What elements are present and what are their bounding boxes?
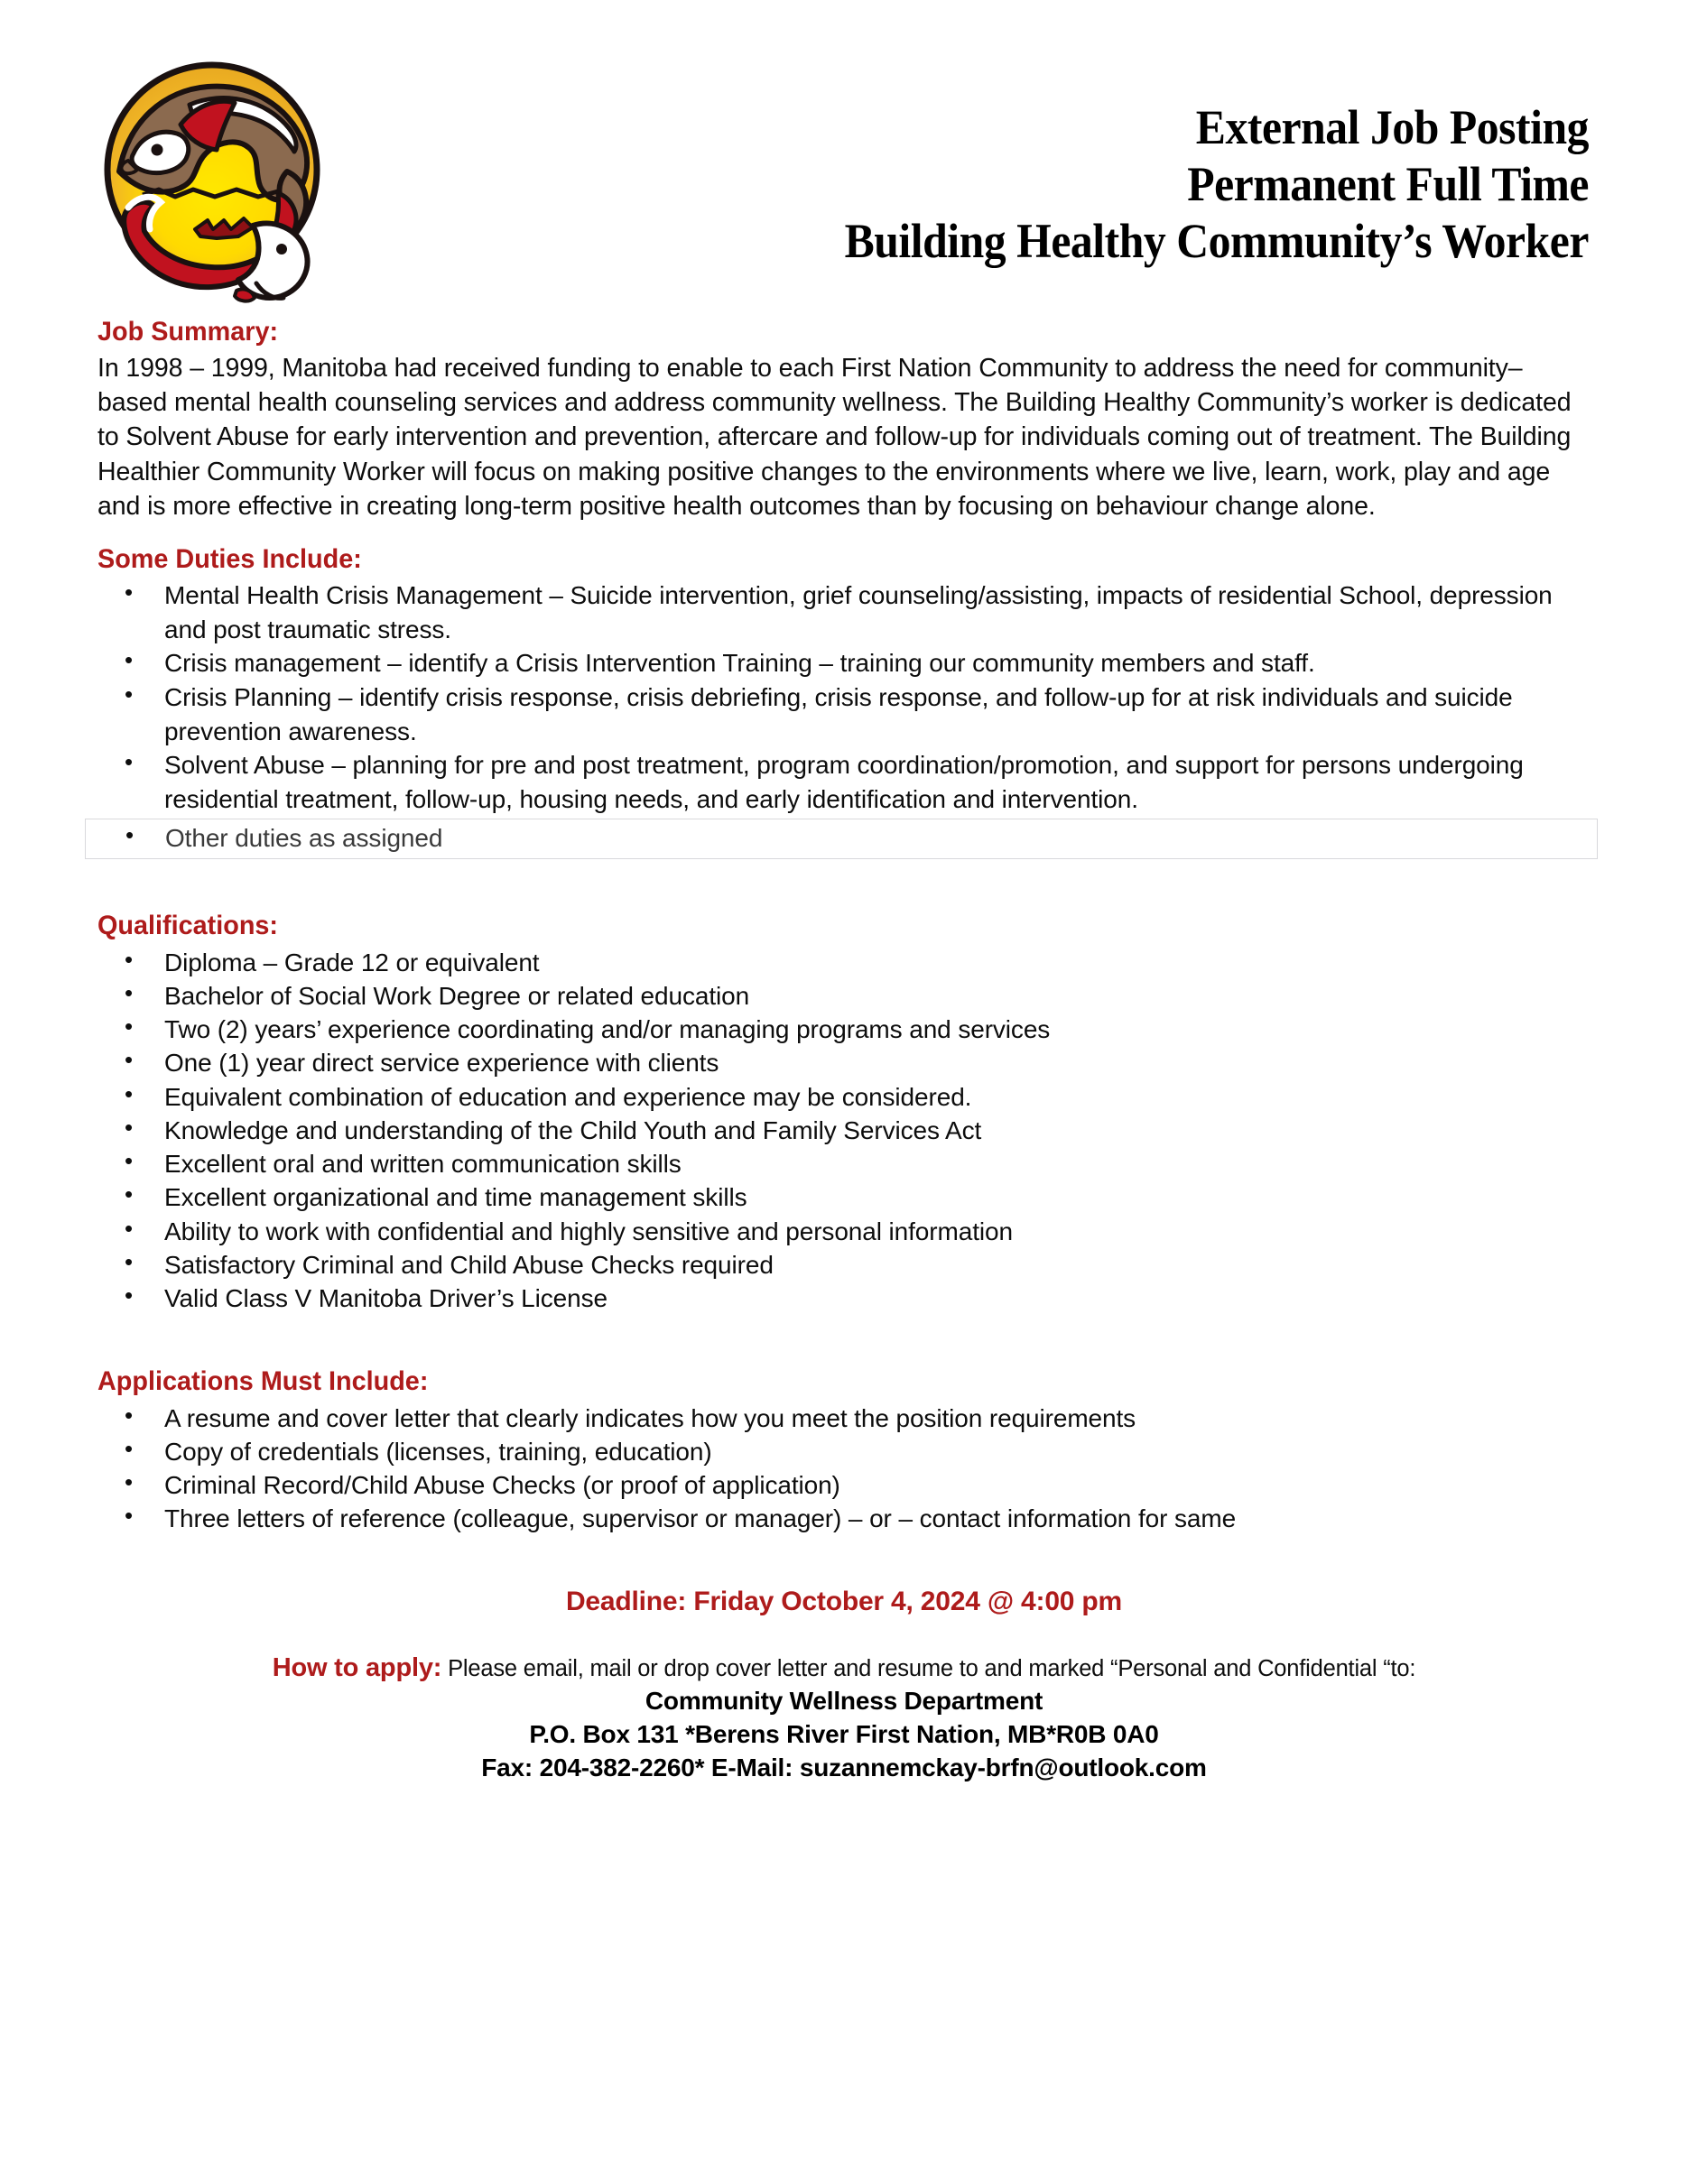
list-item: • Valid Class V Manitoba Driver’s License [97, 1282, 1591, 1315]
title-line-3: Building Healthy Community’s Worker [844, 214, 1589, 269]
title-line-2: Permanent Full Time [1187, 157, 1589, 212]
address-line-2: P.O. Box 131 *Berens River First Nation, MB*R0B 0A0 [529, 1720, 1159, 1749]
applications-heading: Applications Must Include: [97, 1366, 429, 1397]
spacer [97, 859, 1591, 910]
other-duties-textbox [85, 819, 1598, 860]
list-item: • Crisis management – identify a Crisis Intervention Training – training our community members and staff. [97, 646, 1591, 680]
title-line-1: External Job Posting [1195, 100, 1589, 154]
duties-list [97, 578, 1591, 817]
list-item: • Crisis Planning – identify crisis response, crisis debriefing, crisis response, and follow-up for at risk individuals and suicide prevention awareness. [97, 680, 1591, 748]
list-item: • Mental Health Crisis Management – Suicide intervention, grief counseling/assisting, impacts of residential School, depression and post traumatic stress. [97, 578, 1591, 646]
list-item: • Ability to work with confidential and highly sensitive and personal information [97, 1215, 1591, 1248]
page-header [0, 0, 1688, 316]
address-line-3: Fax: 204-382-2260* E-Mail: suzannemckay-brfn@outlook.com [481, 1754, 1207, 1782]
header-title-block [524, 99, 1589, 271]
spacer [97, 1536, 1591, 1587]
list-item: • One (1) year direct service experience with clients [97, 1046, 1591, 1079]
list-item: • A resume and cover letter that clearly indicates how you meet the position requirements [97, 1402, 1591, 1435]
organization-logo [101, 34, 327, 305]
qualifications-heading: Qualifications: [97, 911, 279, 941]
spacer [97, 1315, 1591, 1365]
how-to-apply-line [97, 1652, 1591, 1686]
how-to-apply-text: Please email, mail or drop cover letter and resume to and marked “Personal and Confidential “to: [441, 1655, 1416, 1681]
page-content [0, 316, 1688, 1785]
list-item: • Excellent oral and written communication skills [97, 1147, 1591, 1180]
other-duties-list [86, 821, 1597, 856]
spacer [97, 523, 1591, 543]
list-item: • Solvent Abuse – planning for pre and post treatment, program coordination/promotion, and support for persons undergoing residential treatment, follow-up, housing needs, and early identification and intervention. [97, 748, 1591, 816]
duties-heading: Some Duties Include: [97, 543, 362, 574]
list-item: • Other duties as assigned [86, 821, 1597, 856]
list-item: • Satisfactory Criminal and Child Abuse Checks required [97, 1248, 1591, 1282]
qualifications-list [97, 946, 1591, 1316]
list-item: • Equivalent combination of education and experience may be considered. [97, 1080, 1591, 1114]
list-item: • Excellent organizational and time management skills [97, 1180, 1591, 1214]
job-summary-heading: Job Summary: [97, 317, 279, 347]
deadline-text: Deadline: Friday October 4, 2024 @ 4:00 pm [565, 1586, 1123, 1616]
job-summary-text: In 1998 – 1999, Manitoba had received funding to enable to each First Nation Community to address the need for community–based mental health counseling services and address community wellness. The Building Healthy Community’s worker is dedicated to Solvent Abuse for early intervention and prevention, aftercare and follow-up for individuals coming out of treatment. The Building Healthier Community Worker will focus on making positive changes to the environments where we live, learn, work, play and age and is more effective in creating long-term positive health outcomes than by focusing on behaviour change alone. [97, 354, 1572, 521]
list-item: • Bachelor of Social Work Degree or related education [97, 979, 1591, 1013]
list-item: • Criminal Record/Child Abuse Checks (or proof of application) [97, 1468, 1591, 1502]
how-to-apply-label: How to apply: [272, 1652, 442, 1682]
list-item: • Three letters of reference (colleague, supervisor or manager) – or – contact information for same [97, 1502, 1591, 1535]
spacer [97, 1617, 1591, 1652]
list-item: • Knowledge and understanding of the Child Youth and Family Services Act [97, 1114, 1591, 1147]
list-item: • Two (2) years’ experience coordinating and/or managing programs and services [97, 1013, 1591, 1046]
applications-list [97, 1402, 1591, 1536]
list-item: • Diploma – Grade 12 or equivalent [97, 946, 1591, 979]
list-item: • Copy of credentials (licenses, training, education) [97, 1435, 1591, 1468]
address-line-1: Community Wellness Department [645, 1687, 1043, 1716]
